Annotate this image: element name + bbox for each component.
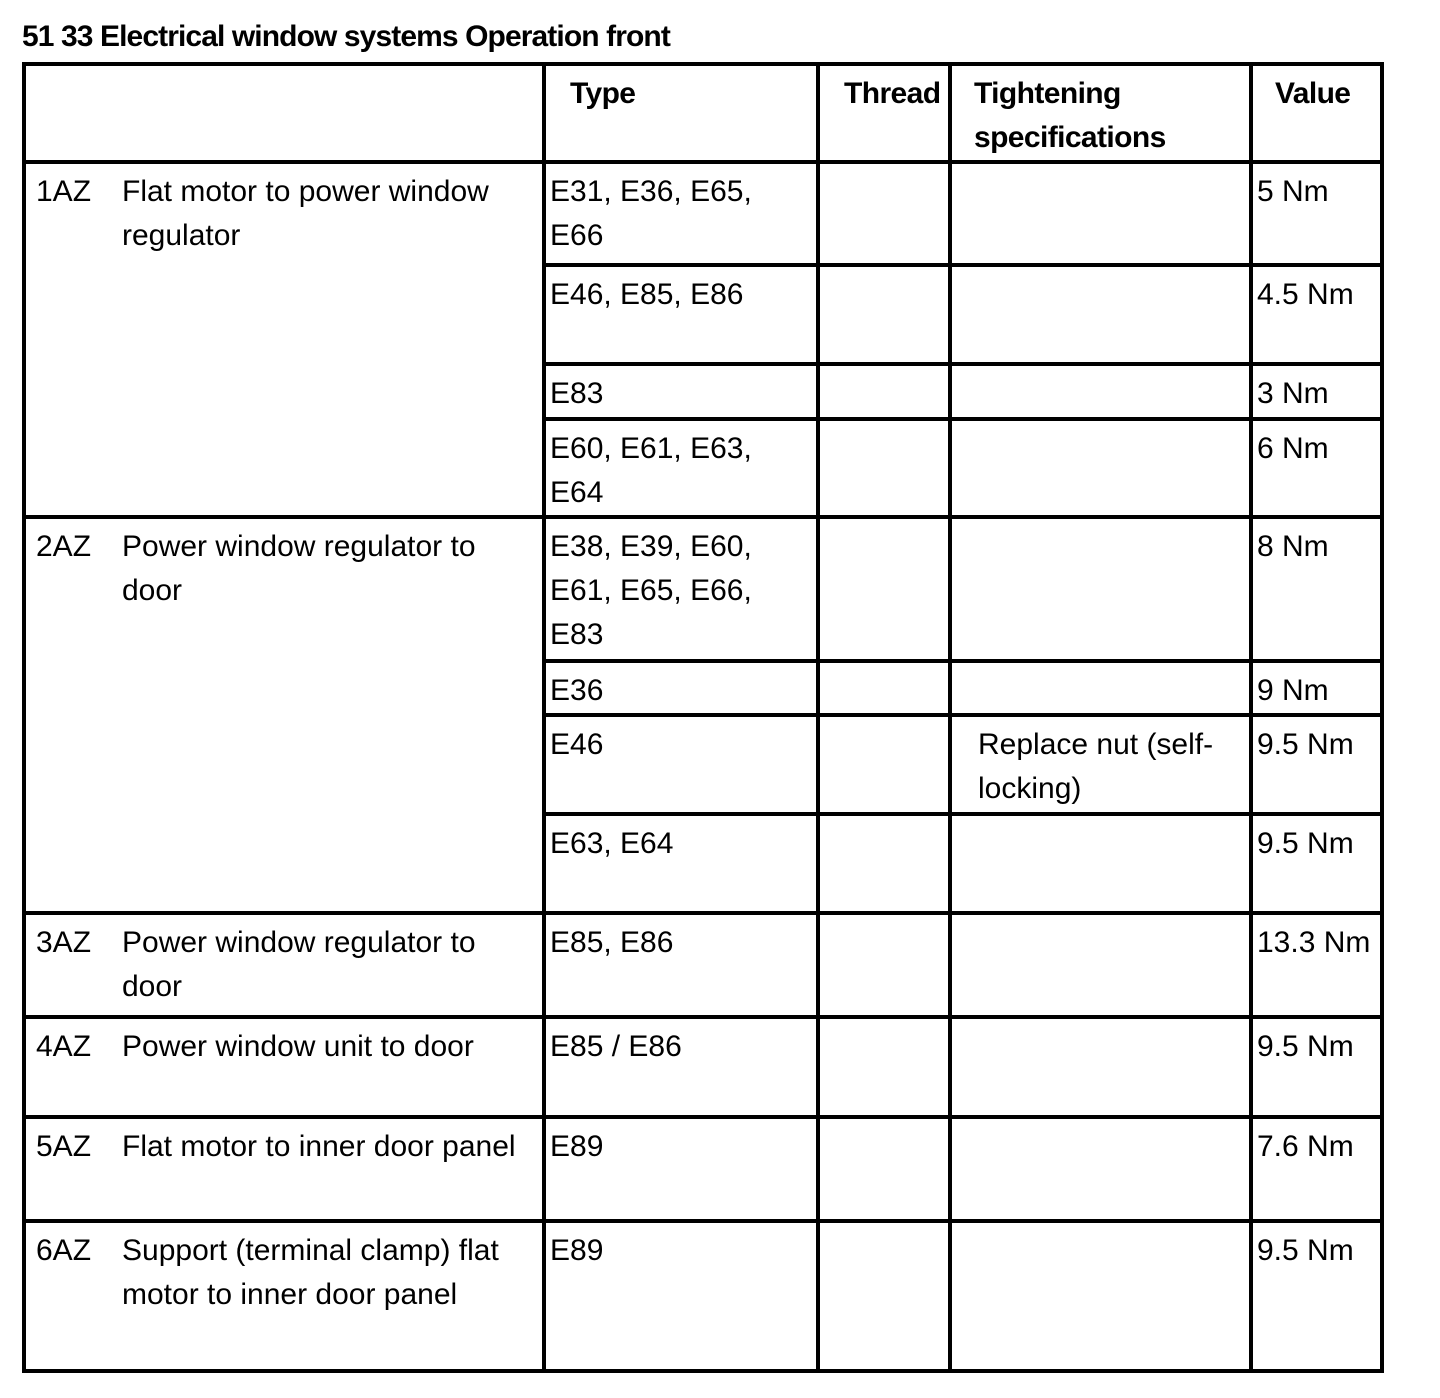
value-cell: 6 Nm bbox=[1251, 419, 1382, 517]
value-cell: 8 Nm bbox=[1251, 517, 1382, 661]
tightening-cell: Replace nut (self-locking) bbox=[950, 715, 1251, 814]
type-cell: E60, E61, E63, E64 bbox=[544, 419, 818, 517]
thread-cell bbox=[818, 419, 950, 517]
value-cell: 7.6 Nm bbox=[1251, 1117, 1382, 1221]
item-description: Power window regulator to door bbox=[122, 530, 476, 607]
table-row bbox=[24, 162, 1382, 265]
item-code: 4AZ bbox=[36, 1030, 92, 1063]
thread-cell bbox=[818, 715, 950, 814]
tightening-cell bbox=[950, 661, 1251, 715]
item-code: 1AZ bbox=[36, 175, 92, 208]
type-cell: E85, E86 bbox=[544, 913, 818, 1017]
type-cell: E36 bbox=[544, 661, 818, 715]
type-cell: E31, E36, E65, E66 bbox=[544, 162, 818, 265]
tightening-cell bbox=[950, 913, 1251, 1017]
type-cell: E89 bbox=[544, 1117, 818, 1221]
thread-cell bbox=[818, 661, 950, 715]
table-row bbox=[24, 913, 1382, 1017]
thread-cell bbox=[818, 265, 950, 364]
item-cell bbox=[24, 913, 544, 1017]
value-cell: 5 Nm bbox=[1251, 162, 1382, 265]
tightening-cell bbox=[950, 814, 1251, 913]
header-thread: Thread bbox=[818, 64, 950, 162]
table-row bbox=[24, 1117, 1382, 1221]
value-cell: 4.5 Nm bbox=[1251, 265, 1382, 364]
item-cell bbox=[24, 517, 544, 913]
header-value: Value bbox=[1251, 64, 1382, 162]
tightening-cell bbox=[950, 162, 1251, 265]
thread-cell bbox=[818, 162, 950, 265]
tightening-cell bbox=[950, 364, 1251, 419]
type-cell: E38, E39, E60, E61, E65, E66, E83 bbox=[544, 517, 818, 661]
thread-cell bbox=[818, 1017, 950, 1117]
table-row bbox=[24, 1017, 1382, 1117]
tightening-cell bbox=[950, 1221, 1251, 1371]
type-cell: E46, E85, E86 bbox=[544, 265, 818, 364]
type-cell: E63, E64 bbox=[544, 814, 818, 913]
value-cell: 9.5 Nm bbox=[1251, 1017, 1382, 1117]
thread-cell bbox=[818, 913, 950, 1017]
item-code: 3AZ bbox=[36, 926, 92, 959]
value-cell: 3 Nm bbox=[1251, 364, 1382, 419]
header-item bbox=[24, 64, 544, 162]
item-description: Power window unit to door bbox=[122, 1030, 474, 1063]
tightening-cell bbox=[950, 1017, 1251, 1117]
type-cell: E83 bbox=[544, 364, 818, 419]
header-row bbox=[24, 64, 1382, 162]
tightening-cell bbox=[950, 1117, 1251, 1221]
tightening-cell bbox=[950, 265, 1251, 364]
tightening-cell bbox=[950, 419, 1251, 517]
item-description: Flat motor to power window regulator bbox=[122, 175, 489, 252]
item-description: Power window regulator to door bbox=[122, 926, 476, 1003]
item-cell bbox=[24, 1017, 544, 1117]
value-cell: 9.5 Nm bbox=[1251, 715, 1382, 814]
value-cell: 9 Nm bbox=[1251, 661, 1382, 715]
item-code: 2AZ bbox=[36, 530, 92, 563]
type-cell: E46 bbox=[544, 715, 818, 814]
table-row bbox=[24, 517, 1382, 661]
item-description: Support (terminal clamp) flat motor to inner door panel bbox=[122, 1234, 499, 1311]
item-cell bbox=[24, 1117, 544, 1221]
document-title: 51 33 Electrical window systems Operation front bbox=[22, 20, 670, 53]
value-cell: 13.3 Nm bbox=[1251, 913, 1382, 1017]
header-type: Type bbox=[544, 64, 818, 162]
item-code: 5AZ bbox=[36, 1130, 92, 1163]
tightening-cell bbox=[950, 517, 1251, 661]
item-code: 6AZ bbox=[36, 1234, 92, 1267]
table-row bbox=[24, 1221, 1382, 1371]
type-cell: E89 bbox=[544, 1221, 818, 1371]
thread-cell bbox=[818, 1221, 950, 1371]
thread-cell bbox=[818, 814, 950, 913]
value-cell: 9.5 Nm bbox=[1251, 814, 1382, 913]
item-description: Flat motor to inner door panel bbox=[122, 1130, 516, 1163]
thread-cell bbox=[818, 517, 950, 661]
item-cell bbox=[24, 162, 544, 517]
thread-cell bbox=[818, 364, 950, 419]
torque-spec-table bbox=[22, 62, 1384, 1373]
value-cell: 9.5 Nm bbox=[1251, 1221, 1382, 1371]
thread-cell bbox=[818, 1117, 950, 1221]
item-cell bbox=[24, 1221, 544, 1371]
header-tightening: Tightening specifications bbox=[950, 64, 1251, 162]
type-cell: E85 / E86 bbox=[544, 1017, 818, 1117]
